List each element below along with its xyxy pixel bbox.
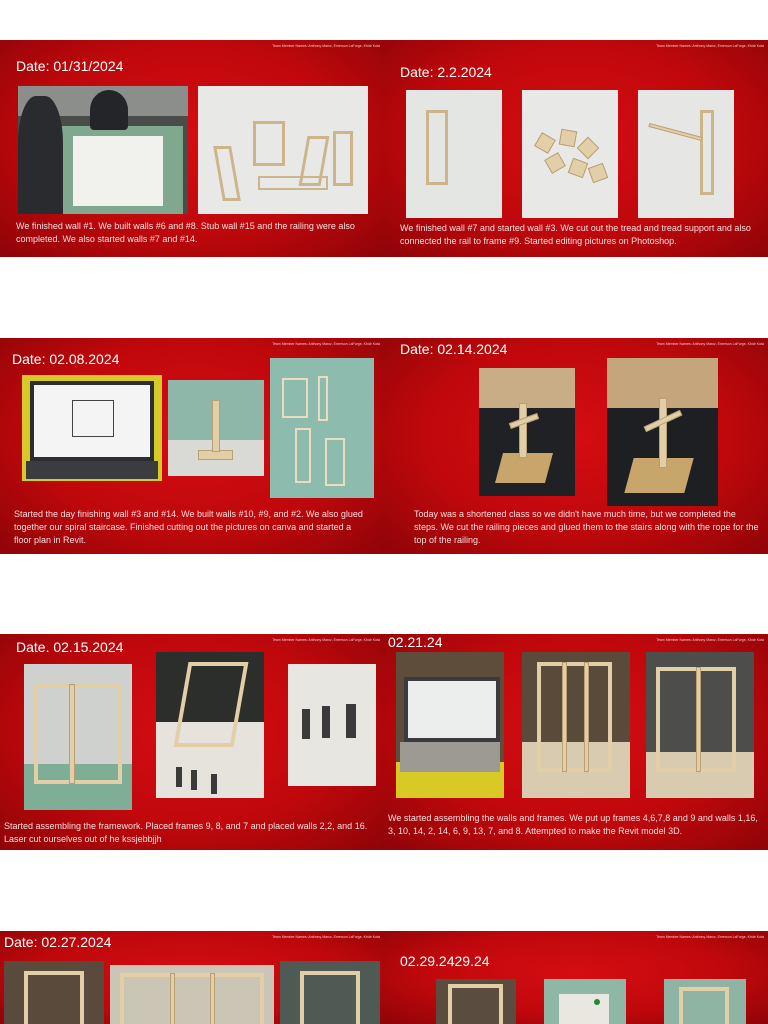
photo-laser-cut-figures <box>288 664 376 786</box>
photo-walls-frames-2 <box>646 652 754 798</box>
team-credit: Team Member Names: Anthony Marcz, Emerson LaForge, Khidr Kota <box>656 638 764 642</box>
slide-4 <box>384 338 768 554</box>
team-credit: Team Member Names: Anthony Marcz, Emerson LaForge, Khidr Kota <box>656 935 764 939</box>
team-credit: Team Member Names: Anthony Marcz, Emerson LaForge, Khidr Kota <box>272 342 380 346</box>
team-credit: Team Member Names: Anthony Marcz, Emerson LaForge, Khidr Kota <box>272 44 380 48</box>
slide-date: 02.21.24 <box>388 634 443 650</box>
photo-model-detail <box>664 979 746 1024</box>
photo-frame-on-base <box>24 664 132 810</box>
photo-model-base <box>544 979 626 1024</box>
photo-spiral-stair <box>168 380 264 476</box>
slide-date: Date: 02.14.2024 <box>400 341 508 357</box>
slide-1 <box>0 40 384 257</box>
photo-students-drafting <box>18 86 188 214</box>
photo-model-framework-2 <box>436 979 516 1024</box>
slide-caption: Today was a shortened class so we didn't have much time, but we completed the steps. We cut the railing pieces and glued them to the stairs along with the rope for the top of the railing. <box>414 509 759 545</box>
photo-stair-railing <box>607 358 718 506</box>
photo-laptop-revit-3d <box>396 652 504 798</box>
slide-5 <box>0 634 384 850</box>
slide-date: 02.29.2429.24 <box>400 953 490 969</box>
slide-8 <box>384 931 768 1024</box>
team-credit: Team Member Names: Anthony Marcz, Emerson LaForge, Khidr Kota <box>272 638 380 642</box>
slide-date: Date: 01/31/2024 <box>16 58 124 74</box>
slide-caption: We finished wall #1. We built walls #6 and #8. Stub wall #15 and the railing were also completed. We also started walls #7 and #14. <box>16 221 355 244</box>
slide-caption: We started assembling the walls and frames. We put up frames 4,6,7,8 and 9 and walls 1,16, 3, 10, 14, 2, 14, 6, 9, 13, 7, and 8. Attempted to make the Revit model 3D. <box>388 813 758 836</box>
photo-laptop-revit <box>22 375 162 481</box>
photo-walls-frames-1 <box>522 652 630 798</box>
photo-model-framework <box>4 961 104 1024</box>
slide-6 <box>384 634 768 850</box>
photo-wall-frames <box>198 86 368 214</box>
slide-7 <box>0 931 384 1024</box>
team-credit: Team Member Names: Anthony Marcz, Emerson LaForge, Khidr Kota <box>656 44 764 48</box>
slide-3 <box>0 338 384 554</box>
photo-wall-frame <box>406 90 502 218</box>
slide-caption: Started the day finishing wall #3 and #14. We built walls #10, #9, and #2. We also glued together our spiral staircase. Finished cutting out the pictures on canva and started a floor plan in Revit. <box>14 509 363 545</box>
photo-model-framework-top <box>110 965 274 1024</box>
photo-framework-figures <box>156 652 264 798</box>
slide-caption: We finished wall #7 and started wall #3. We cut out the tread and tread support and also connected the rail to frame #9. Started editing pictures on Photoshop. <box>400 223 751 246</box>
photo-stair-pieces <box>522 90 618 218</box>
team-credit: Team Member Names: Anthony Marcz, Emerson LaForge, Khidr Kota <box>656 342 764 346</box>
photo-stair-cutting-mat <box>479 368 575 496</box>
slide-2 <box>384 40 768 257</box>
slide-date: Date: 2.2.2024 <box>400 64 492 80</box>
slide-date: Date: 02.08.2024 <box>12 351 120 367</box>
slide-date: Date. 02.15.2024 <box>16 639 124 655</box>
slide-date: Date: 02.27.2024 <box>4 934 112 950</box>
team-credit: Team Member Names: Anthony Marcz, Emerson LaForge, Khidr Kota <box>272 935 380 939</box>
photo-model-framework-side <box>280 961 380 1024</box>
photo-wall-frames-green <box>270 358 374 498</box>
slide-caption: Started assembling the framework. Placed frames 9, 8, and 7 and placed walls 2,2, and 16. Laser cut ourselves out of he kssjebbjjh <box>4 821 368 844</box>
photo-rail-frame <box>638 90 734 218</box>
